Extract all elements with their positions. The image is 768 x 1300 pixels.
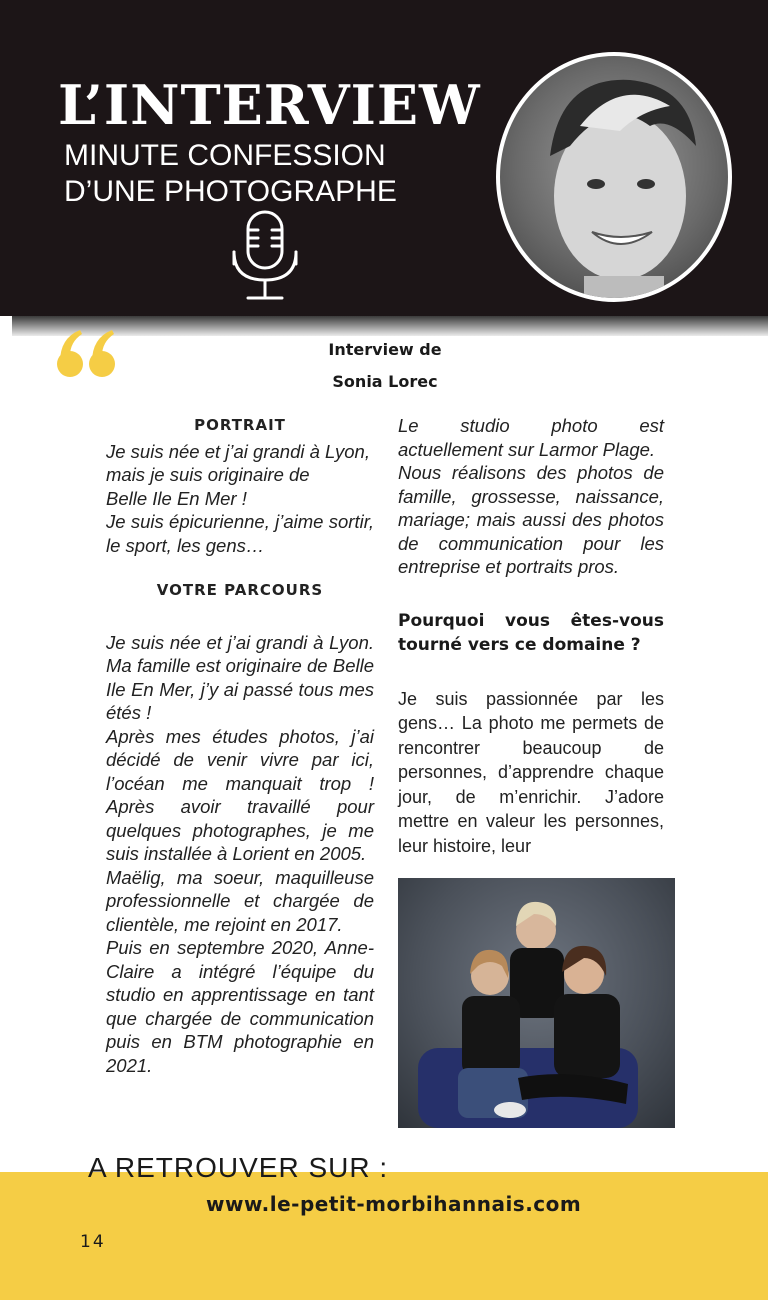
- byline-author: Sonia Lorec: [332, 372, 438, 391]
- page-number: 14: [80, 1232, 106, 1252]
- right-column: [398, 414, 664, 858]
- paragraph: Je suis épicurienne, j’aime sortir, le sport, les gens…: [106, 511, 374, 556]
- retrouver-label: A RETROUVER SUR :: [88, 1152, 389, 1183]
- quote-icon: [56, 326, 118, 382]
- microphone-icon: [228, 208, 302, 306]
- paragraph: Je suis née et j’ai grandi à Lyon, mais je suis originaire de: [106, 440, 370, 485]
- paragraph: Je suis née et j’ai grandi à Lyon. Ma famille est originaire de Belle Ile En Mer, j’y ai passé tous mes étés !: [106, 631, 374, 723]
- subtitle-line-1: MINUTE CONFESSION: [64, 139, 386, 172]
- paragraph: Nous réalisons des photos de famille, grossesse, naissance, mariage; mais aussi des photos de communication pour les entreprise et portraits pros.: [398, 462, 664, 577]
- section-title-parcours: VOTRE PARCOURS: [156, 581, 324, 599]
- paragraph: Maëlig, ma soeur, maquilleuse professionnelle et chargée de clientèle, me rejoint en 2017.: [106, 866, 374, 935]
- paragraph: Après mes études photos, j’ai décidé de venir vivre par ici, l’océan me manquait trop ! Après avoir travaillé pour quelques photographes, je me suis installée à Lorient en 2005.: [106, 725, 374, 864]
- paragraph: Le studio photo est actuellement sur Larmor Plage.: [398, 415, 664, 460]
- header-shadow: [12, 316, 768, 336]
- left-column: [106, 414, 374, 1077]
- subtitle-line-2: D’UNE PHOTOGRAPHE: [64, 175, 397, 208]
- section-title-portrait: PORTRAIT: [194, 416, 286, 434]
- website-link[interactable]: www.le-petit-morbihannais.com: [206, 1192, 582, 1216]
- team-illustration: [398, 878, 675, 1128]
- portrait-photo: [496, 52, 732, 302]
- answer-paragraph: Je suis passionnée par les gens… La photo me permets de rencontrer beaucoup de personnes, d’apprendre chaque jour, de m’enrichir. J’adore mettre en valeur les personnes, leur histoire, leur: [398, 688, 664, 856]
- question-heading: Pourquoi vous êtes-vous tourné vers ce domaine ?: [398, 610, 664, 655]
- page-title: L’INTERVIEW: [58, 73, 481, 137]
- team-photo: [398, 878, 675, 1128]
- portrait-illustration: [500, 56, 728, 298]
- paragraph: Puis en septembre 2020, Anne-Claire a intégré l’équipe du studio en apprentissage en tant que chargée de communication puis en BTM photographie en 2021.: [106, 937, 374, 1076]
- byline-line-1: Interview de: [328, 340, 442, 359]
- paragraph: Belle Ile En Mer !: [106, 487, 247, 509]
